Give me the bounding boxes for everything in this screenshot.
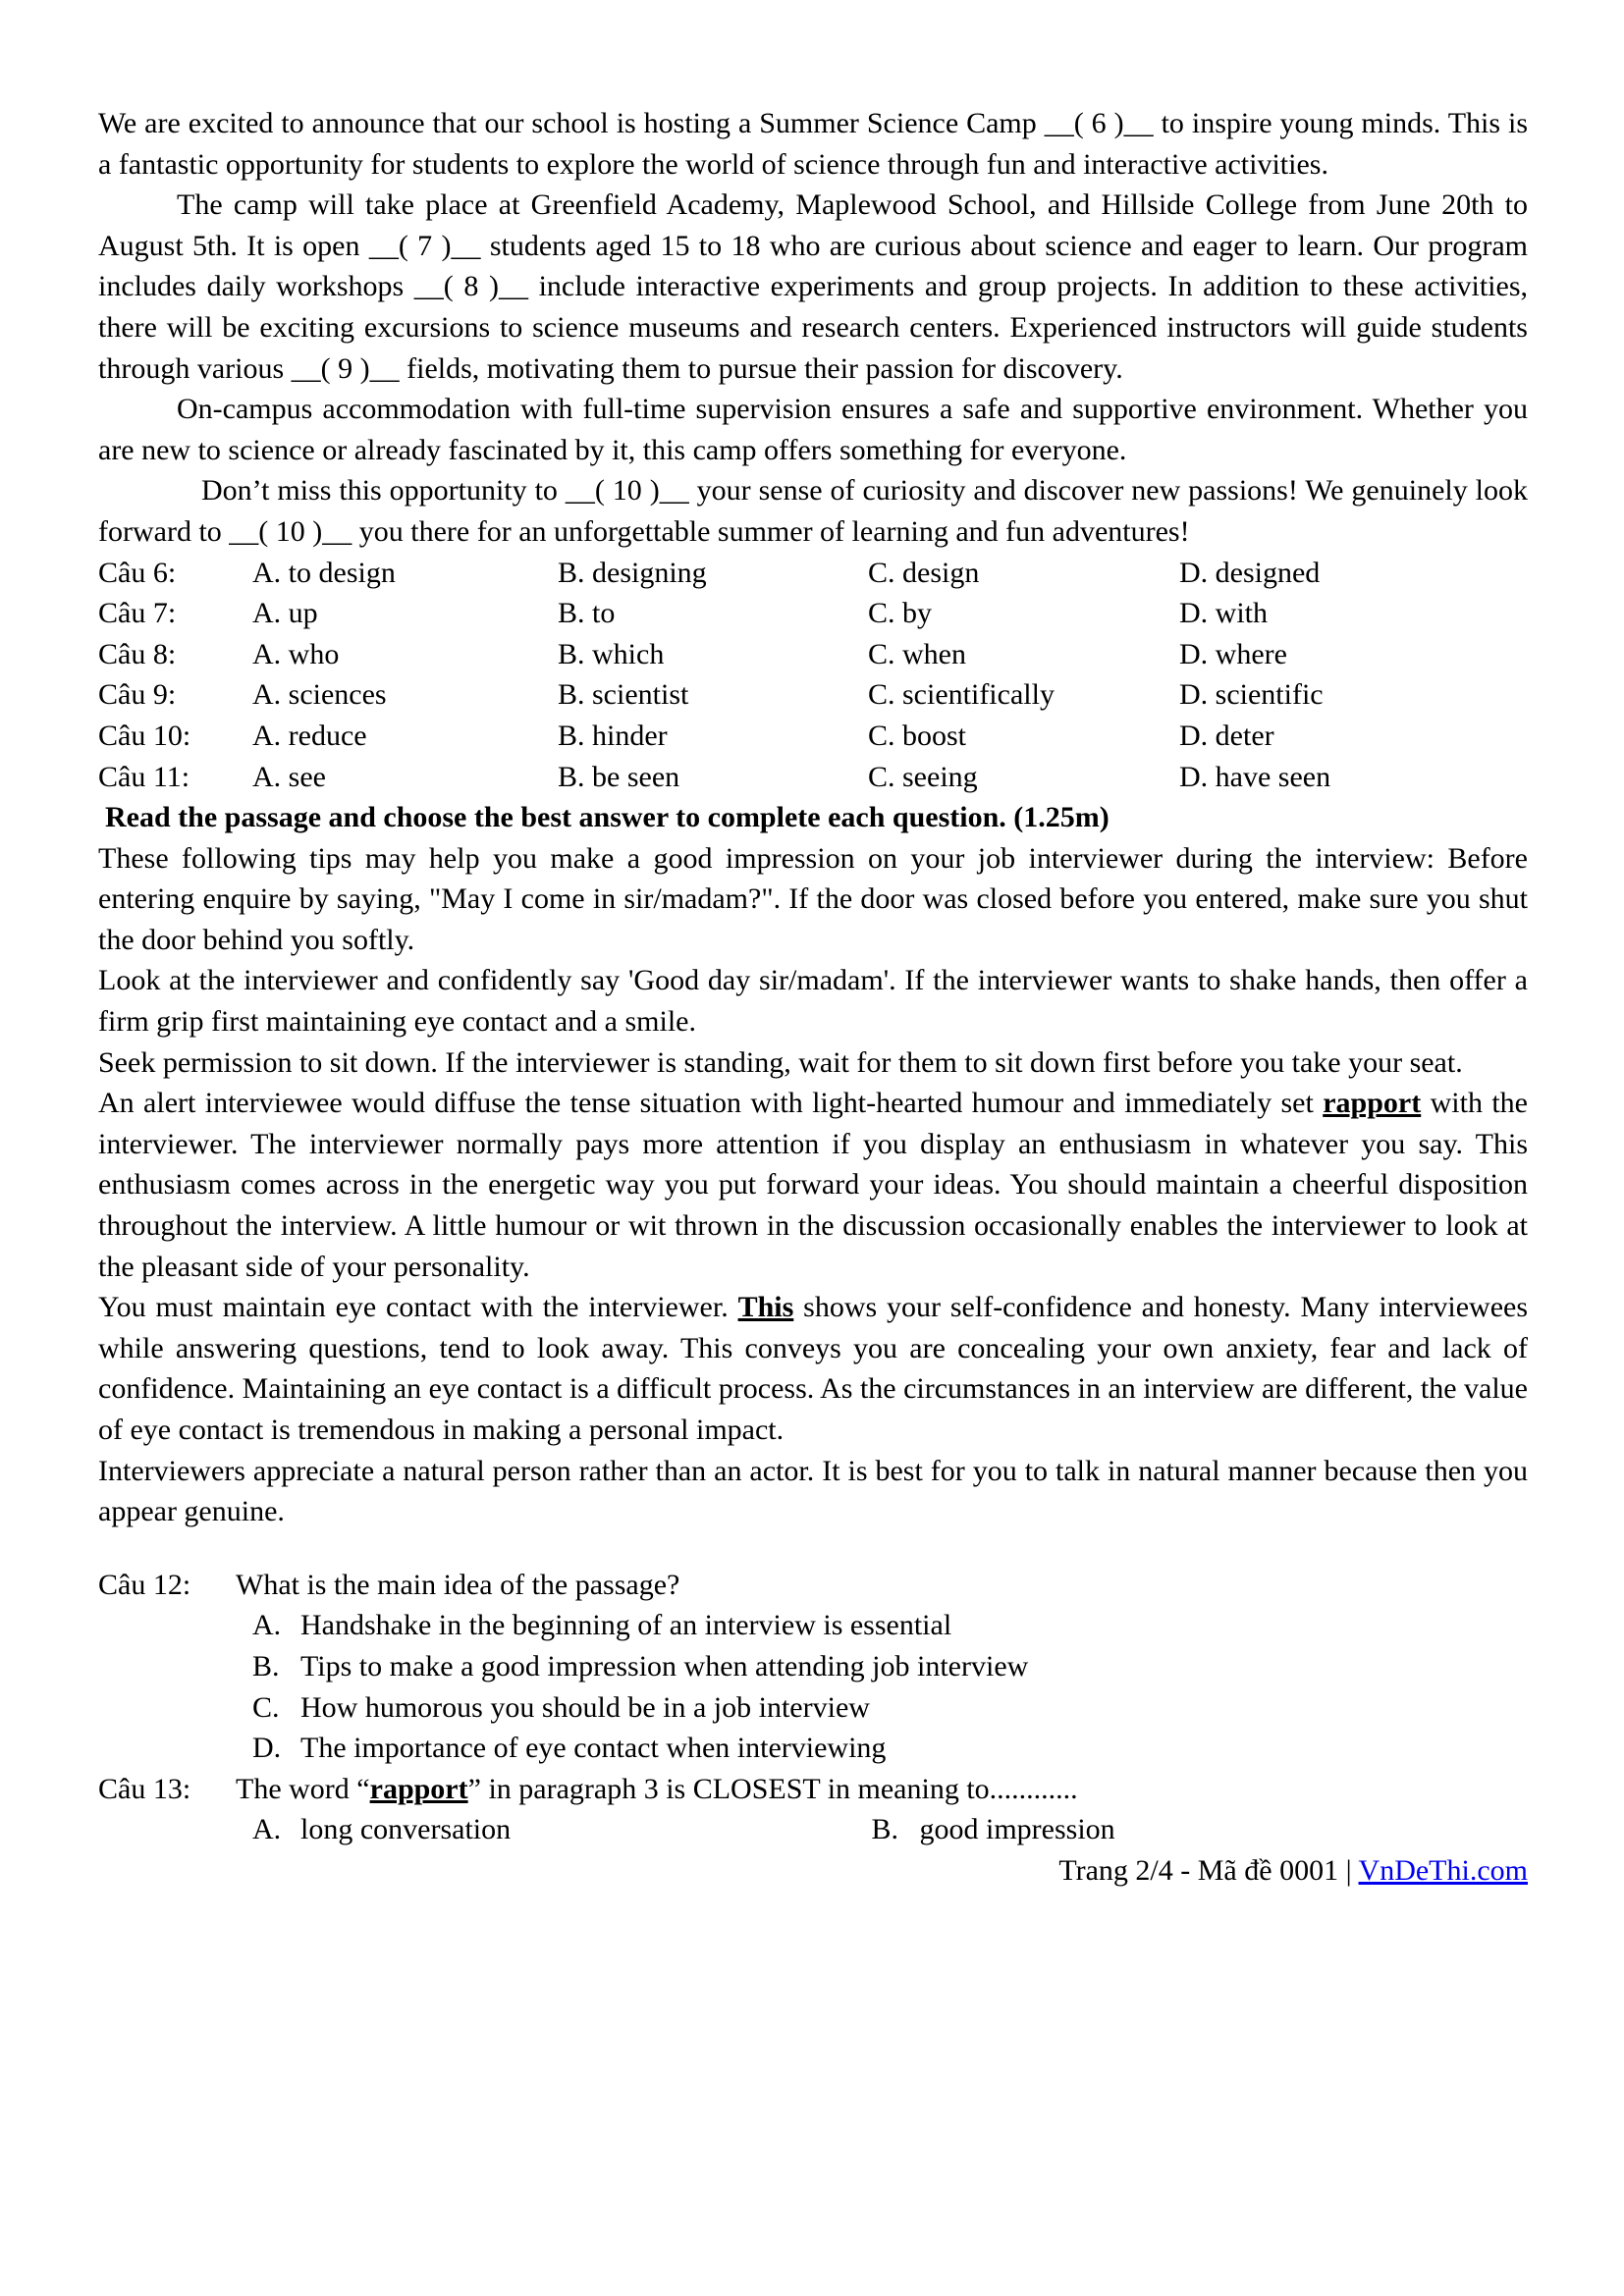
option-b: B. scientist <box>558 678 689 712</box>
option-b: B. designing <box>558 556 707 589</box>
reading-paragraph-3: Seek permission to sit down. If the interviewer is standing, wait for them to sit down first before you take your seat. <box>98 1045 1463 1079</box>
option-letter: A. <box>252 1813 282 1846</box>
option-text: How humorous you should be in a job interview <box>300 1690 870 1724</box>
reading-paragraph-4 <box>98 1083 1528 1287</box>
paragraph-text: An alert interviewee would diffuse the tense situation with light-hearted humour and immediately set <box>98 1087 1324 1120</box>
question-label: Câu 11: <box>98 760 190 793</box>
option-a: A. up <box>252 597 318 630</box>
option-letter: B. <box>871 1813 899 1846</box>
question-13-options <box>98 1809 1528 1850</box>
question-row-9 <box>98 674 1528 716</box>
option-d: D. have seen <box>1179 760 1331 793</box>
option-b <box>872 1813 1115 1845</box>
option-d: D. designed <box>1179 556 1321 589</box>
keyword-rapport: rapport <box>1323 1087 1422 1120</box>
option-a: A. sciences <box>252 678 387 712</box>
option-letter: C. <box>252 1690 280 1724</box>
paragraph-text: with the interviewer. The interviewer normally pays more attention if you display an enthusiasm in whatever you say. This enthusiasm comes across in the energetic way you put forward your ideas. You should maintain a cheerful disposition throughout the interview. A little humour or wit thrown in the discussion occasionally enables the interviewer to look at the pleasant side of your personality. <box>98 1087 1528 1283</box>
option-c: C. design <box>868 556 980 589</box>
option-text: good impression <box>919 1813 1115 1846</box>
option-text: Tips to make a good impression when attending job interview <box>300 1649 1029 1682</box>
question-label: Câu 9: <box>98 678 177 712</box>
option-d: D. with <box>1179 597 1268 630</box>
question-label: Câu 8: <box>98 637 177 670</box>
option-b: B. which <box>558 637 665 670</box>
option-letter: B. <box>252 1649 280 1682</box>
question-label: Câu 6: <box>98 556 177 589</box>
question-12 <box>98 1565 1528 1769</box>
question-text-before: The word “ <box>236 1772 370 1805</box>
option-a: A. to design <box>252 556 396 589</box>
reading-paragraph-5 <box>98 1287 1528 1450</box>
option-c: C. by <box>868 597 933 630</box>
option-letter: A. <box>252 1609 282 1642</box>
option-a <box>252 1605 1528 1646</box>
option-text: long conversation <box>300 1813 512 1846</box>
question-text-after: ” in paragraph 3 is CLOSEST in meaning to............ <box>467 1772 1078 1805</box>
question-label: Câu 10: <box>98 719 191 752</box>
reading-paragraph-6: Interviewers appreciate a natural person rather than an actor. It is best for you to talk in natural manner because then you appear genuine. <box>98 1454 1528 1528</box>
question-text <box>236 1769 1078 1810</box>
option-a <box>252 1809 864 1850</box>
option-letter: D. <box>252 1732 282 1765</box>
option-d: D. deter <box>1179 719 1274 752</box>
option-c: C. scientifically <box>868 678 1055 712</box>
keyword-rapport-q13: rapport <box>369 1772 468 1805</box>
question-13 <box>98 1769 1528 1850</box>
option-d <box>252 1728 1528 1769</box>
option-a: A. see <box>252 760 326 793</box>
option-text: Handshake in the beginning of an interview is essential <box>300 1609 952 1642</box>
option-d: D. scientific <box>1179 678 1324 712</box>
reading-paragraph-1: These following tips may help you make a good impression on your job interviewer during the interview: Before entering enquire by saying, "May I come in sir/madam?". If the door was closed before you entered, make sure you shut the door behind you softly. <box>98 841 1528 956</box>
option-c: C. seeing <box>868 760 978 793</box>
question-row-8 <box>98 634 1528 675</box>
question-label: Câu 13: <box>98 1772 191 1805</box>
option-d: D. where <box>1179 637 1287 670</box>
cloze-paragraph-4: Don’t miss this opportunity to __( 10 )__ your sense of curiosity and discover new passions! We genuinely look forward to __( 10 )__ you there for an unforgettable summer of learning and fun adventures! <box>98 474 1528 548</box>
question-12-options <box>98 1605 1528 1768</box>
page-footer <box>98 1850 1528 1892</box>
question-label: Câu 7: <box>98 597 177 630</box>
page-number: Trang 2/4 - Mã đề 0001 | <box>1058 1853 1359 1887</box>
cloze-paragraph-2: The camp will take place at Greenfield Academy, Maplewood School, and Hillside College from June 20th to August 5th. It is open __( 7 )__ students aged 15 to 18 who are curious about science and eager to learn. Our program includes daily workshops __( 8 )__ include interactive experiments and group projects. In addition to these activities, there will be exciting excursions to science museums and research centers. Experienced instructors will guide students through various __( 9 )__ fields, motivating them to pursue their passion for discovery. <box>98 188 1528 385</box>
option-b: B. be seen <box>558 760 680 793</box>
question-row-11 <box>98 757 1528 798</box>
cloze-paragraph-1: We are excited to announce that our school is hosting a Summer Science Camp __( 6 )__ to inspire young minds. This is a fantastic opportunity for students to explore the world of science through fun and interactive activities. <box>98 107 1528 181</box>
option-text: The importance of eye contact when interviewing <box>300 1732 887 1765</box>
reading-instruction-heading: Read the passage and choose the best answer to complete each question. (1.25m) <box>105 801 1110 834</box>
cloze-paragraph-3: On-campus accommodation with full-time supervision ensures a safe and supportive environment. Whether you are new to science or already fascinated by it, this camp offers something for everyone. <box>98 393 1528 466</box>
question-row-6 <box>98 553 1528 594</box>
question-row-10 <box>98 716 1528 757</box>
paragraph-text: shows your self-confidence and honesty. Many interviewees while answering questions, tend to look away. This conveys you are concealing your own anxiety, fear and lack of confidence. Maintaining an eye contact is a difficult process. As the circumstances in an interview are different, the value of eye contact is tremendous in making a personal impact. <box>98 1291 1528 1446</box>
question-row-7 <box>98 593 1528 634</box>
keyword-this: This <box>737 1291 794 1324</box>
question-label: Câu 12: <box>98 1568 191 1601</box>
question-12-line <box>98 1565 1528 1606</box>
option-c <box>252 1687 1528 1729</box>
option-b: B. hinder <box>558 719 668 752</box>
site-link[interactable]: VnDeThi.com <box>1358 1853 1528 1887</box>
paragraph-text: You must maintain eye contact with the interviewer. <box>98 1291 738 1324</box>
option-a: A. reduce <box>252 719 367 752</box>
option-b: B. to <box>558 597 616 630</box>
option-c: C. when <box>868 637 966 670</box>
option-a: A. who <box>252 637 340 670</box>
question-13-line <box>98 1769 1528 1810</box>
option-b <box>252 1646 1528 1687</box>
question-text: What is the main idea of the passage? <box>236 1568 680 1601</box>
reading-paragraph-2: Look at the interviewer and confidently say 'Good day sir/madam'. If the interviewer wants to shake hands, then offer a firm grip first maintaining eye contact and a smile. <box>98 964 1528 1039</box>
option-c: C. boost <box>868 719 967 752</box>
